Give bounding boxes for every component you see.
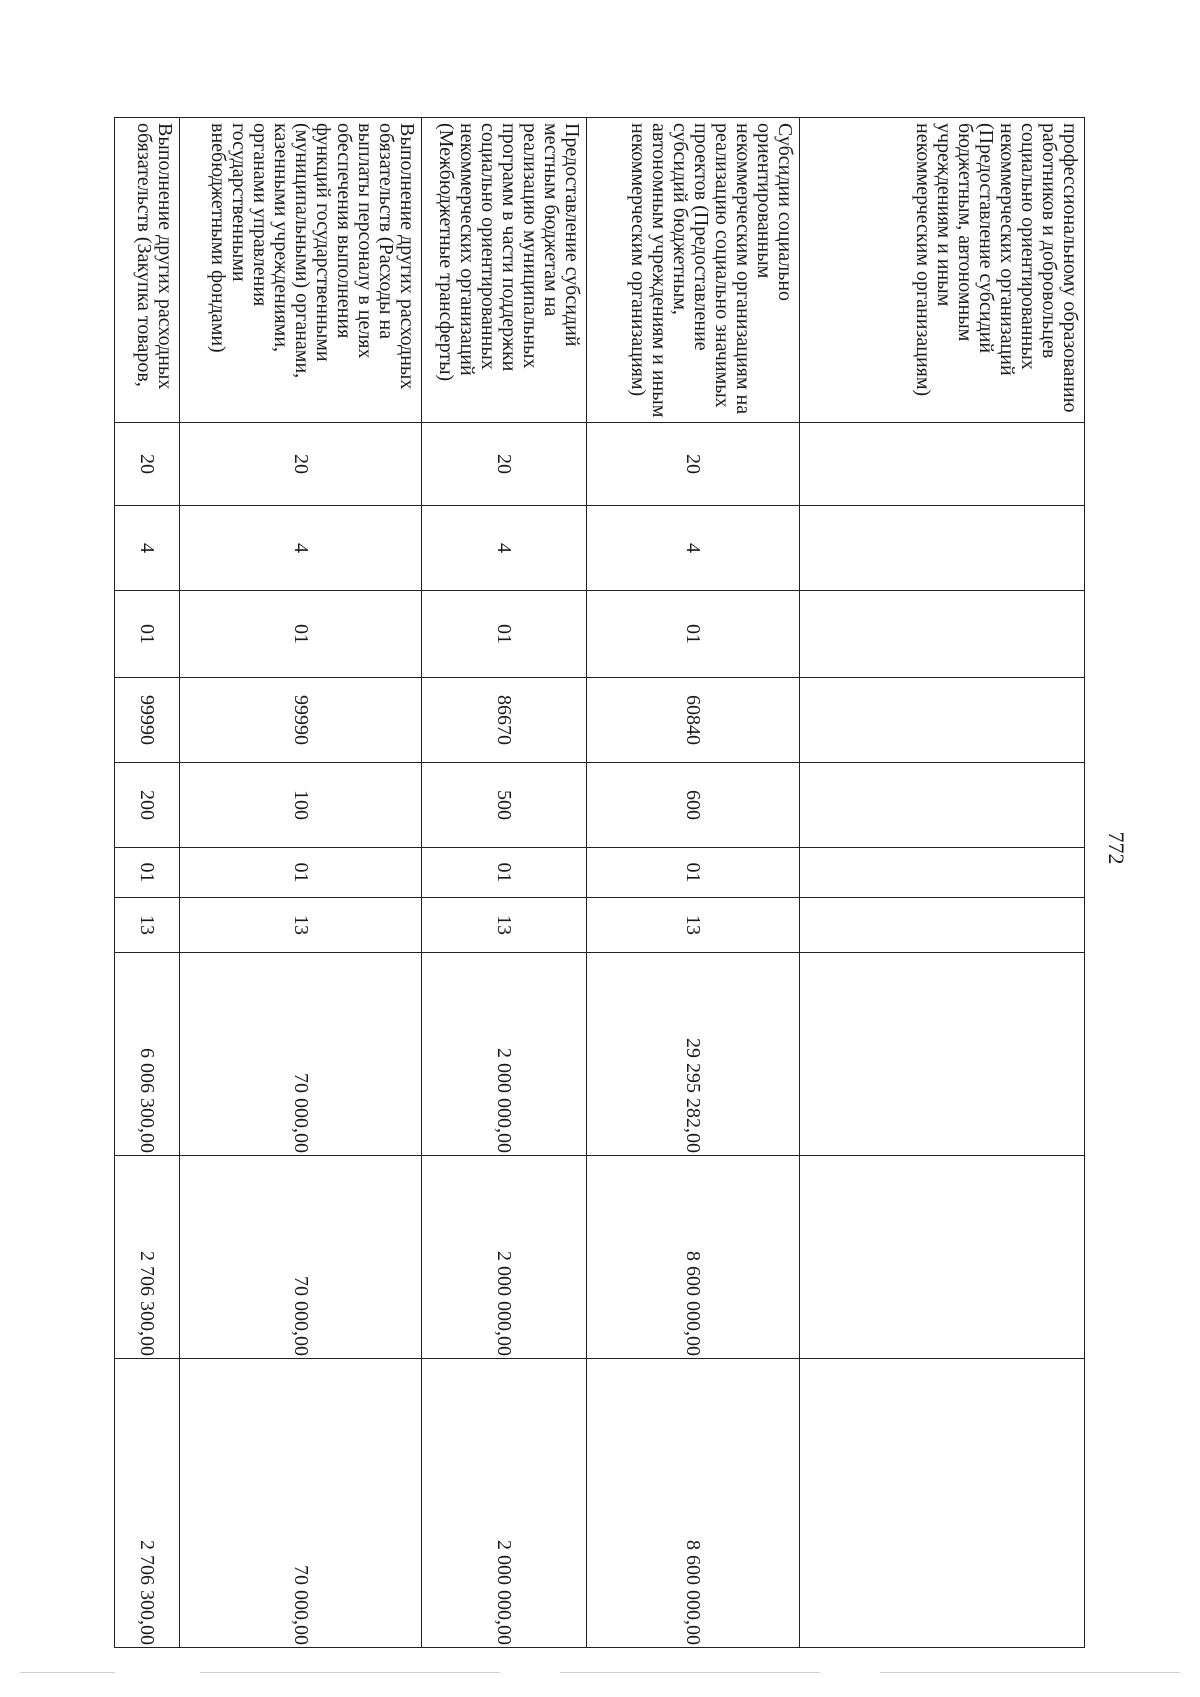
direction-code-cell: 99990 <box>115 678 180 763</box>
amount-year3-cell: 70 000,00 <box>180 1359 422 1648</box>
amount-year1-cell: 6 006 300,00 <box>115 953 180 1156</box>
expense-type-cell: 600 <box>587 763 800 848</box>
direction-code-cell: 99990 <box>180 678 422 763</box>
amount-year2-cell: 2 706 300,00 <box>115 1156 180 1359</box>
amount-year3-cell <box>800 1359 1085 1648</box>
subsection-cell: 13 <box>422 898 587 953</box>
amount-year2-cell <box>800 1156 1085 1359</box>
expense-type-cell: 100 <box>180 763 422 848</box>
subprogram-code-cell: 4 <box>422 506 587 591</box>
row-name: Выполнение других расходных обязательств (Закупка товаров, <box>133 123 176 390</box>
subsection-cell: 13 <box>587 898 800 953</box>
table-row <box>800 118 1085 1648</box>
section-cell: 01 <box>422 848 587 898</box>
subsection-cell: 13 <box>115 898 180 953</box>
program-code-cell: 20 <box>115 423 180 506</box>
budget-table-wrapper <box>115 117 1085 1647</box>
subsection-cell: 13 <box>180 898 422 953</box>
budget-table <box>114 117 1085 1648</box>
main-event-code-cell: 01 <box>422 591 587 678</box>
row-name-cell <box>422 118 587 423</box>
amount-year1-cell: 2 000 000,00 <box>422 953 587 1156</box>
row-name: Субсидии социально ориентированным некоммерческим организациям на реализацию социально значимых проектов (Предоставление субсидий бюджетным, автономным учреждениям и иным некоммерческим организациям) <box>627 123 796 418</box>
amount-year1-cell: 29 295 282,00 <box>587 953 800 1156</box>
scan-artifact <box>20 1672 115 1673</box>
amount-year2-cell: 70 000,00 <box>180 1156 422 1359</box>
row-name-cell <box>180 118 422 423</box>
section-cell: 01 <box>115 848 180 898</box>
expense-type-cell: 500 <box>422 763 587 848</box>
amount-year1-cell <box>800 953 1085 1156</box>
amount-year2-cell: 2 000 000,00 <box>422 1156 587 1359</box>
expense-type-cell <box>800 763 1085 848</box>
scan-artifact <box>880 1672 1180 1673</box>
table-row <box>422 118 587 1648</box>
amount-year3-cell: 2 000 000,00 <box>422 1359 587 1648</box>
row-name-cell <box>800 118 1085 423</box>
table-row <box>180 118 422 1648</box>
program-code-cell: 20 <box>422 423 587 506</box>
subprogram-code-cell: 4 <box>180 506 422 591</box>
subprogram-code-cell: 4 <box>115 506 180 591</box>
table-row <box>115 118 180 1648</box>
section-cell <box>800 848 1085 898</box>
scan-artifact <box>200 1672 500 1673</box>
expense-type-cell: 200 <box>115 763 180 848</box>
row-name: Предоставление субсидий местным бюджетам на реализацию муниципальных программ в части поддержки социально ориентированных некоммерческих организаций (Межбюджетные трансферты) <box>435 123 583 382</box>
program-code-cell <box>800 423 1085 506</box>
program-code-cell: 20 <box>587 423 800 506</box>
row-name: профессиональному образованию работников и добровольцев социально ориентированных некоммерческих организаций (Предоставление субсидий бюджетным, автономным учреждениям и иным некоммерческим организациям) <box>912 123 1081 413</box>
section-cell: 01 <box>587 848 800 898</box>
section-cell: 01 <box>180 848 422 898</box>
main-event-code-cell: 01 <box>115 591 180 678</box>
amount-year3-cell: 2 706 300,00 <box>115 1359 180 1648</box>
amount-year3-cell: 8 600 000,00 <box>587 1359 800 1648</box>
program-code-cell: 20 <box>180 423 422 506</box>
row-name-cell <box>115 118 180 423</box>
amount-year1-cell: 70 000,00 <box>180 953 422 1156</box>
subsection-cell <box>800 898 1085 953</box>
direction-code-cell: 86670 <box>422 678 587 763</box>
table-row <box>587 118 800 1648</box>
page-number: 772 <box>1104 831 1129 865</box>
subprogram-code-cell: 4 <box>587 506 800 591</box>
row-name: Выполнение других расходных обязательств (Расходы на выплаты персоналу в целях обеспечения выполнения функций государственными (муниципальными) органами, казенными учреждениями, органами управления государственными внебюджетными фондами) <box>207 123 418 390</box>
direction-code-cell <box>800 678 1085 763</box>
amount-year2-cell: 8 600 000,00 <box>587 1156 800 1359</box>
main-event-code-cell: 01 <box>587 591 800 678</box>
scan-artifact <box>560 1672 820 1673</box>
main-event-code-cell: 01 <box>180 591 422 678</box>
direction-code-cell: 60840 <box>587 678 800 763</box>
main-event-code-cell <box>800 591 1085 678</box>
row-name-cell <box>587 118 800 423</box>
subprogram-code-cell <box>800 506 1085 591</box>
